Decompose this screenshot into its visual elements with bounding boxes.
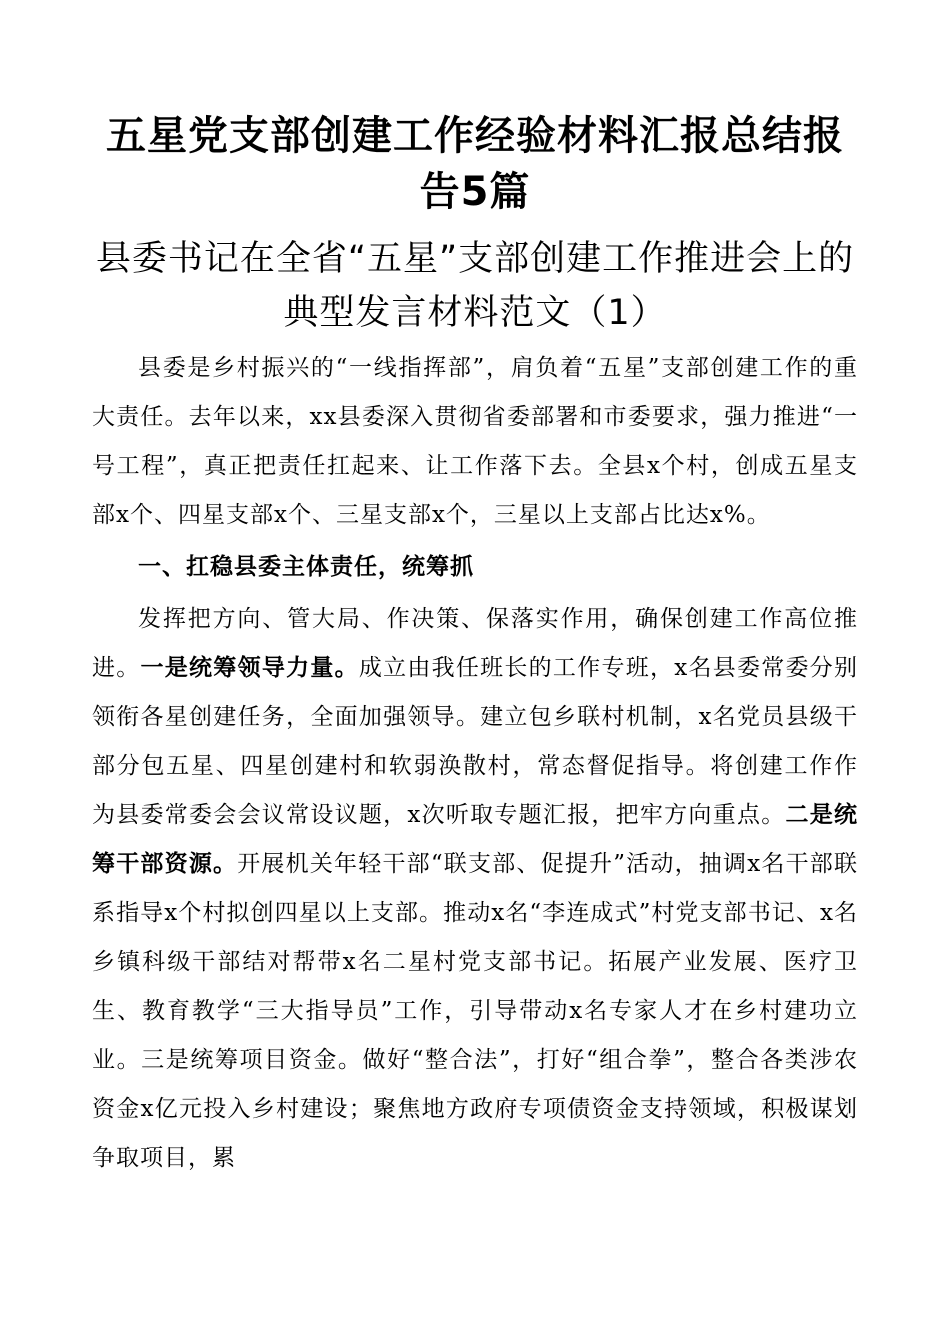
point-label-one: 一是统筹领导力量。 (140, 655, 359, 681)
paragraph-text: 发挥把方向、管大局、作决策、保落实作用，确保创建工作高位推进。 (92, 606, 858, 681)
paragraph-text: 成立由我任班长的工作专班，x名县委常委分别领衔各星创建任务，全面加强领导。建立包乡联村机制，x名党员县级干部分包五星、四星创建村和软弱涣散村，常态督促指导。将创建工作作为县委常委会会议常设议题，x次听取专题汇报，把牢方向重点。 (92, 655, 859, 828)
section-heading: 一、扛稳县委主体责任，统筹抓 (138, 554, 474, 580)
document-subtitle: 县委书记在全省“五星”支部创建工作推进会上的典型发言材料范文（1） (95, 239, 855, 333)
body-paragraph (92, 595, 858, 1183)
point-label-two: 二是统筹干部资源。 (92, 802, 859, 877)
document-body (92, 344, 858, 1183)
intro-paragraph: 县委是乡村振兴的“一线指挥部”，肩负着“五星”支部创建工作的重大责任。去年以来，xx县委深入贯彻省委部署和市委要求，强力推进“一号工程”，真正把责任扛起来、让工作落下去。全县x个村，创成五星支部x个、四星支部x个、三星支部x个，三星以上支部占比达x%。 (92, 355, 858, 528)
paragraph-text: 开展机关年轻干部“联支部、促提升”活动，抽调x名干部联系指导x个村拟创四星以上支部。推动x名“李连成式”村党支部书记、x名乡镇科级干部结对帮带x名二星村党支部书记。拓展产业发展、医疗卫生、教育教学“三大指导员”工作，引导带动x名专家人才在乡村建功立业。三是统筹项目资金。做好“整合法”，打好“组合拳”，整合各类涉农资金x亿元投入乡村建设；聚焦地方政府专项债资金支持领域，积极谋划争取项目，累 (92, 851, 858, 1171)
document-title: 五星党支部创建工作经验材料汇报总结报告5篇 (106, 113, 844, 215)
